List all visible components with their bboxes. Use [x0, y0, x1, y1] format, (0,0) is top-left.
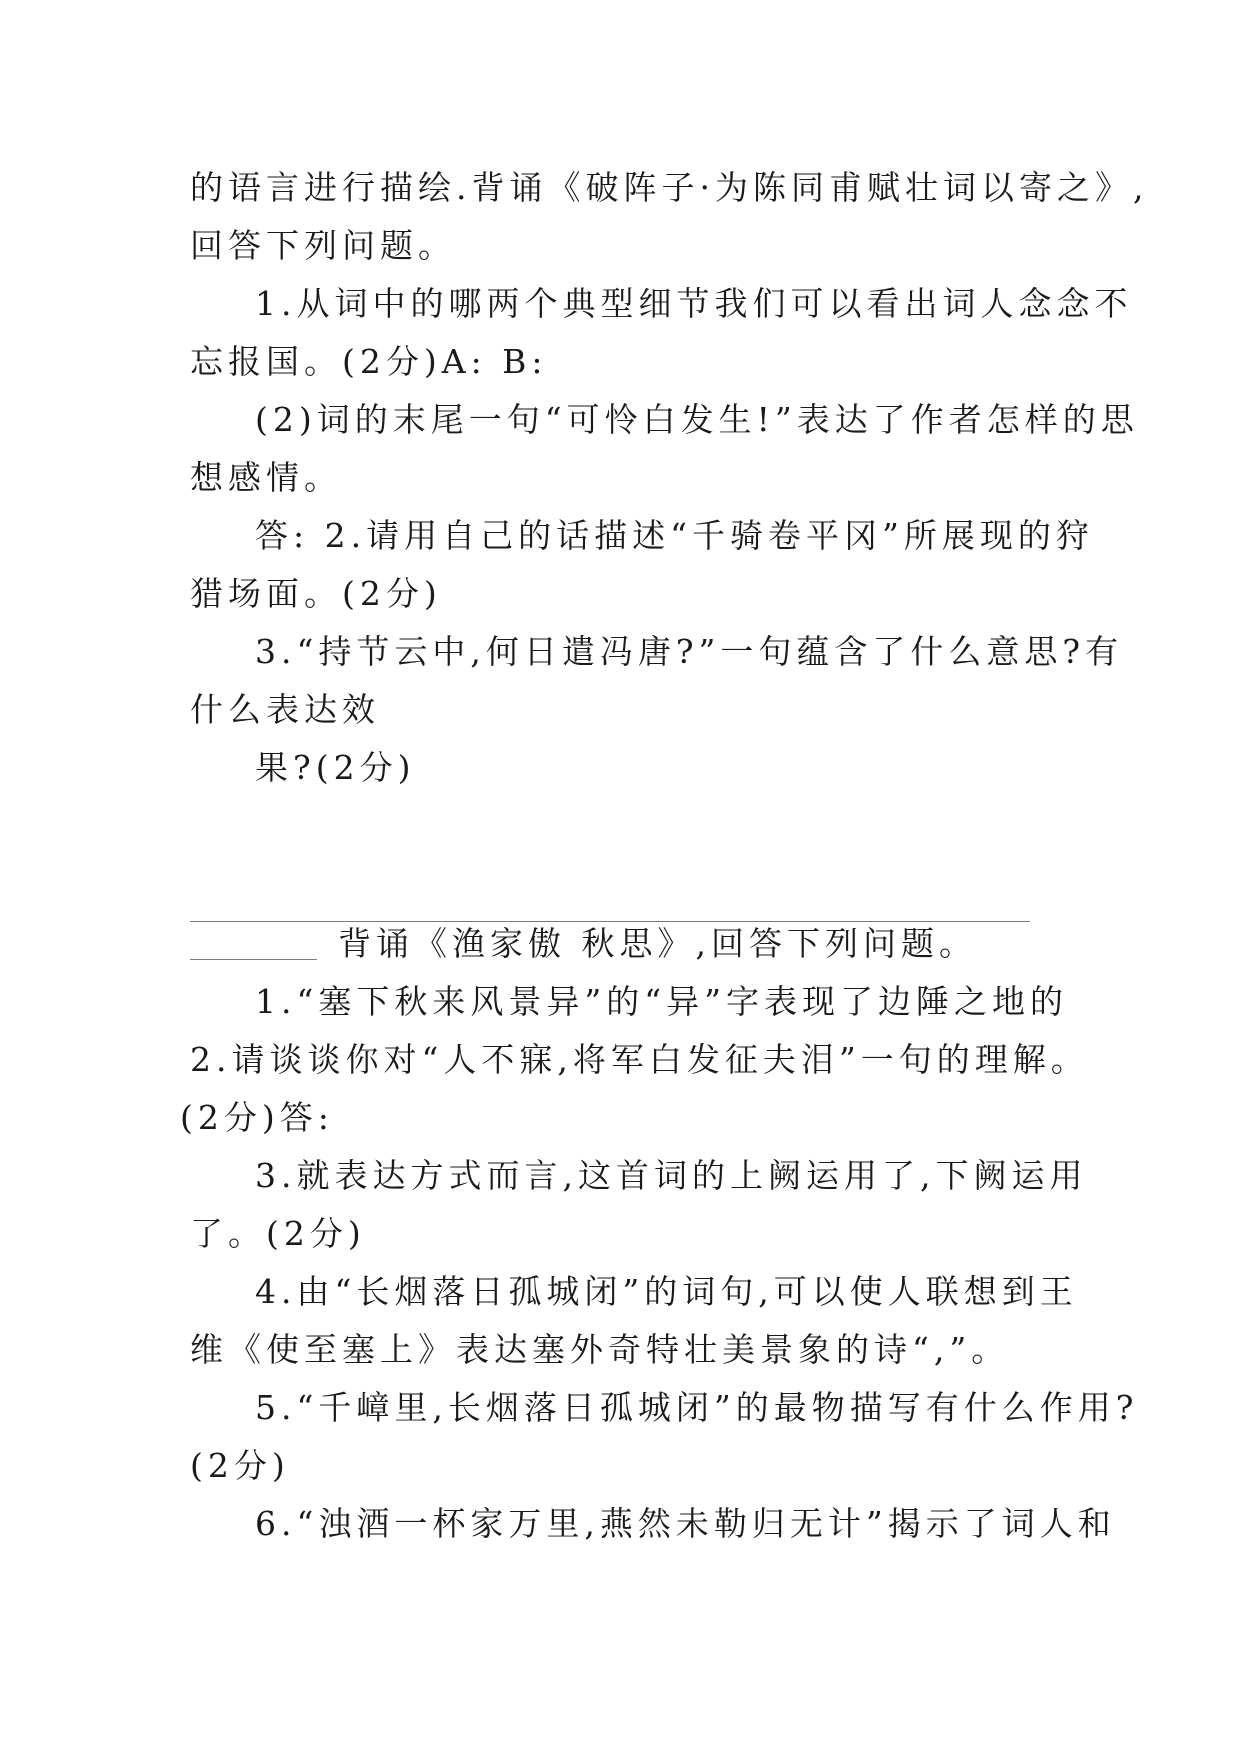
question-3-line: 3.“持节云中,何日遣冯唐?”一句蕴含了什么意思?有	[255, 632, 1124, 671]
question-1-line: 1.从词中的哪两个典型细节我们可以看出词人念念不	[255, 284, 1133, 323]
question-3-line: 3.就表达方式而言,这首词的上阙运用了,下阙运用	[255, 1156, 1088, 1195]
question-6-line: 6.“浊酒一杯家万里,燕然未勒归无计”揭示了词人和	[255, 1504, 1116, 1543]
text-line: 了。(2分)	[190, 1214, 366, 1253]
question-2-line: 2.请谈谈你对“人不寐,将军白发征夫泪”一句的理解。	[190, 1040, 1089, 1079]
fill-in-blank	[190, 959, 317, 960]
text-line: 什么表达效	[190, 690, 380, 729]
text-line: 果?(2分)	[255, 748, 416, 787]
question-1-line: 1.“塞下秋来风景异”的“异”字表现了边陲之地的	[255, 982, 1068, 1021]
text-line: 想感情。	[190, 458, 342, 497]
answer-line: 答: 2.请用自己的话描述“千骑卷平冈”所展现的狩	[255, 516, 1094, 555]
text-line: 回答下列问题。	[190, 226, 456, 265]
text-line: (2分)答:	[180, 1098, 334, 1137]
text-line: 的语言进行描绘.背诵《破阵子·为陈同甫赋壮词以寄之》,	[190, 168, 1149, 207]
text-line: 猎场面。(2分)	[190, 574, 442, 613]
text-line: 忘报国。(2分)A: B:	[190, 342, 548, 381]
question-5-line: 5.“千嶂里,长烟落日孤城闭”的最物描写有什么作用?	[255, 1388, 1139, 1427]
section-heading: 背诵《渔家傲 秋思》,回答下列问题。	[338, 924, 977, 963]
text-line: 维《使至塞上》表达塞外奇特壮美景象的诗“,”。	[190, 1330, 1010, 1369]
question-2-line: (2)词的末尾一句“可怜白发生!”表达了作者怎样的思	[255, 400, 1139, 439]
text-line: (2分)	[190, 1446, 290, 1485]
question-4-line: 4.由“长烟落日孤城闭”的词句,可以使人联想到王	[255, 1272, 1078, 1311]
answer-rule	[190, 921, 1030, 922]
